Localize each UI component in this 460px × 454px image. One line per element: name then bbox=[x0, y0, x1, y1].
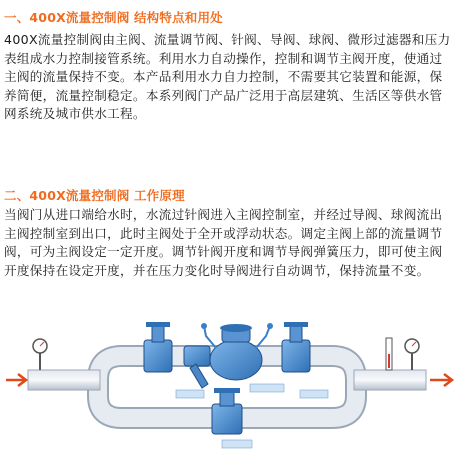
section2-title: 二、400X流量控制阀 工作原理 bbox=[4, 188, 185, 203]
pressure-gauge-icon bbox=[33, 339, 47, 370]
flow-arrow-in bbox=[6, 374, 26, 386]
pressure-gauge-icon bbox=[405, 339, 419, 370]
bypass-gate-valve-icon bbox=[212, 388, 242, 434]
gate-valve-icon bbox=[144, 322, 172, 372]
thermometer-icon bbox=[386, 338, 392, 370]
section1-text: 400X流量控制阀由主阀、流量调节阀、针阀、导阀、球阀、微形过滤器和压力表组成水力控制接管系统。利用水力自动操作，控制和调节主阀开度，使通过主阀的流量保持不变。本产品利用水力自力控制，不需要其它装置和能源，保养简便，流量控制稳定。本系列阀门产品广泛用于高层建筑、生活区等供水管网系统及城市供水工程。 bbox=[4, 32, 451, 121]
section2-text: 当阀门从进口端给水时，水流过针阀进入主阀控制室，并经过导阀、球阀流出主阀控制室到出口，此时主阀处于全开或浮动状态。调定主阀上部的流量调节阀，可为主阀设定一定开度。调节针阀开度和调节导阀弹簧压力，即可使主阀开度保持在设定开度，并在压力变化时导阀进行自动调节，保持流量不变。 bbox=[4, 207, 443, 278]
section1-title: 一、400X流量控制阀 结构特点和用处 bbox=[4, 10, 223, 25]
flow-arrow-out bbox=[430, 374, 452, 386]
gate-valve-icon bbox=[282, 322, 310, 372]
valve-installation-diagram bbox=[0, 318, 460, 454]
